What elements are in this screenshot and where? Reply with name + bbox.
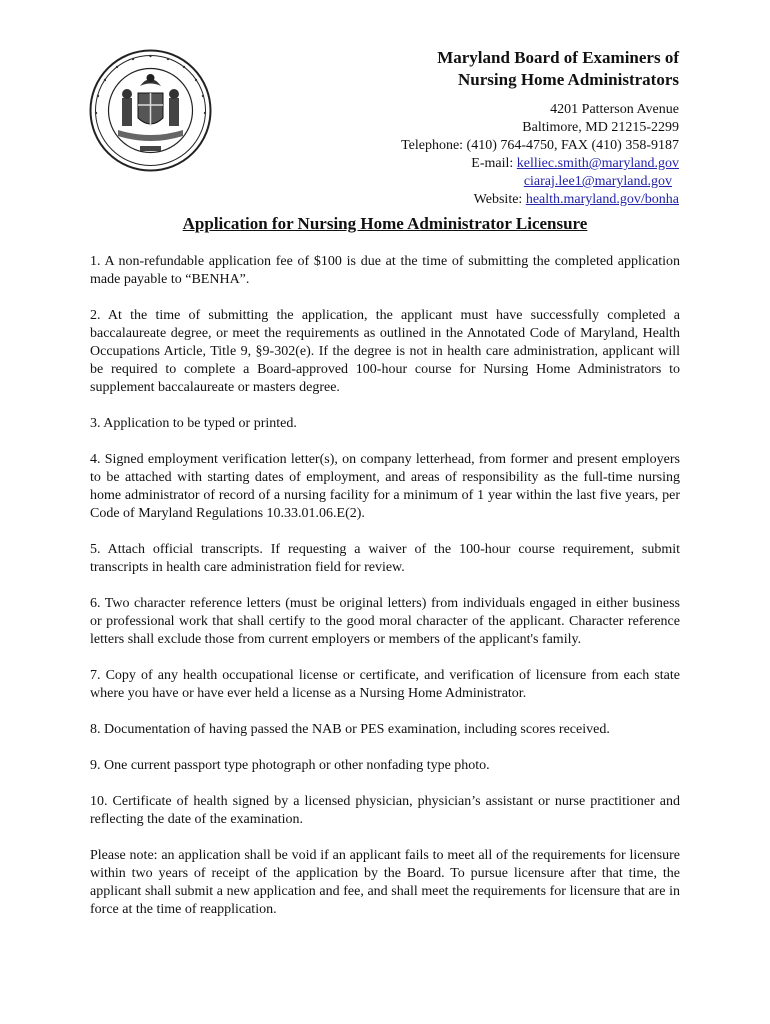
instruction-2: 2. At the time of submitting the application, the applicant must have successfully completed a baccalaureate degree, or meet the requirements as outlined in the Annotated Code of Maryland, Health Occupations Article, Title 9, §9-302(e). If the degree is not in health care administration, applicant will be required to complete a Board-approved 100-hour course for Nursing Home Administrators to supplement baccalaureate or masters degree. <box>90 308 680 395</box>
phone-fax: Telephone: (410) 764-4750, FAX (410) 358-9187 <box>401 138 679 153</box>
page-title: Application for Nursing Home Administrator Licensure <box>182 214 588 233</box>
website-label: Website: <box>473 192 526 207</box>
email-label: E-mail: <box>471 156 517 171</box>
city-state-zip: Baltimore, MD 21215-2299 <box>522 120 679 135</box>
board-name-line2: Nursing Home Administrators <box>458 70 679 89</box>
website-line <box>401 191 679 209</box>
instruction-7: 7. Copy of any health occupational license or certificate, and verification of licensure from each state where you have or have ever held a license as a Nursing Home Administrator. <box>90 668 680 701</box>
instruction-4: 4. Signed employment verification letter(s), on company letterhead, from former and present employers to be attached with starting dates of employment, and areas of responsibility as the full-time nursing home administrator of record of a nursing facility for a minimum of 1 year within the last five years, per Code of Maryland Regulations 10.33.01.06.E(2). <box>90 452 680 521</box>
instruction-5: 5. Attach official transcripts. If requesting a waiver of the 100-hour course requirement, submit transcripts in health care administration field for review. <box>90 542 680 575</box>
website-link[interactable]: health.maryland.gov/bonha <box>525 192 679 207</box>
instruction-1: 1. A non-refundable application fee of $100 is due at the time of submitting the completed application made payable to “BENHA”. <box>90 254 680 287</box>
email-line-2 <box>401 173 679 191</box>
state-seal-icon <box>88 48 213 173</box>
instruction-8: 8. Documentation of having passed the NAB or PES examination, including scores received. <box>90 722 610 737</box>
street-address: 4201 Patterson Avenue <box>550 102 679 117</box>
email-link-2[interactable]: ciaraj.lee1@maryland.gov <box>523 174 672 189</box>
board-name-line1: Maryland Board of Examiners of <box>437 48 679 67</box>
instructions-list <box>90 253 680 937</box>
instruction-9: 9. One current passport type photograph or other nonfading type photo. <box>90 758 490 773</box>
instruction-10: 10. Certificate of health signed by a licensed physician, physician’s assistant or nurse practitioner and reflecting the date of the examination. <box>90 794 680 827</box>
please-note: Please note: an application shall be void if an applicant fails to meet all of the requirements for licensure within two years of receipt of the application by the Board. To pursue licensure after that time, the applicant shall submit a new application and fee, and shall meet the requirements for licensure that are in force at the time of reapplication. <box>90 848 680 917</box>
email-link-1[interactable]: kelliec.smith@maryland.gov <box>516 156 679 171</box>
instruction-3: 3. Application to be typed or printed. <box>90 416 297 431</box>
instruction-6: 6. Two character reference letters (must be original letters) from individuals engaged in either business or professional work that shall certify to the good moral character of the applicant. Character reference letters shall exclude those from current employers or members of the applicant's family. <box>90 596 680 647</box>
letterhead <box>401 47 679 209</box>
email-line <box>401 155 679 173</box>
